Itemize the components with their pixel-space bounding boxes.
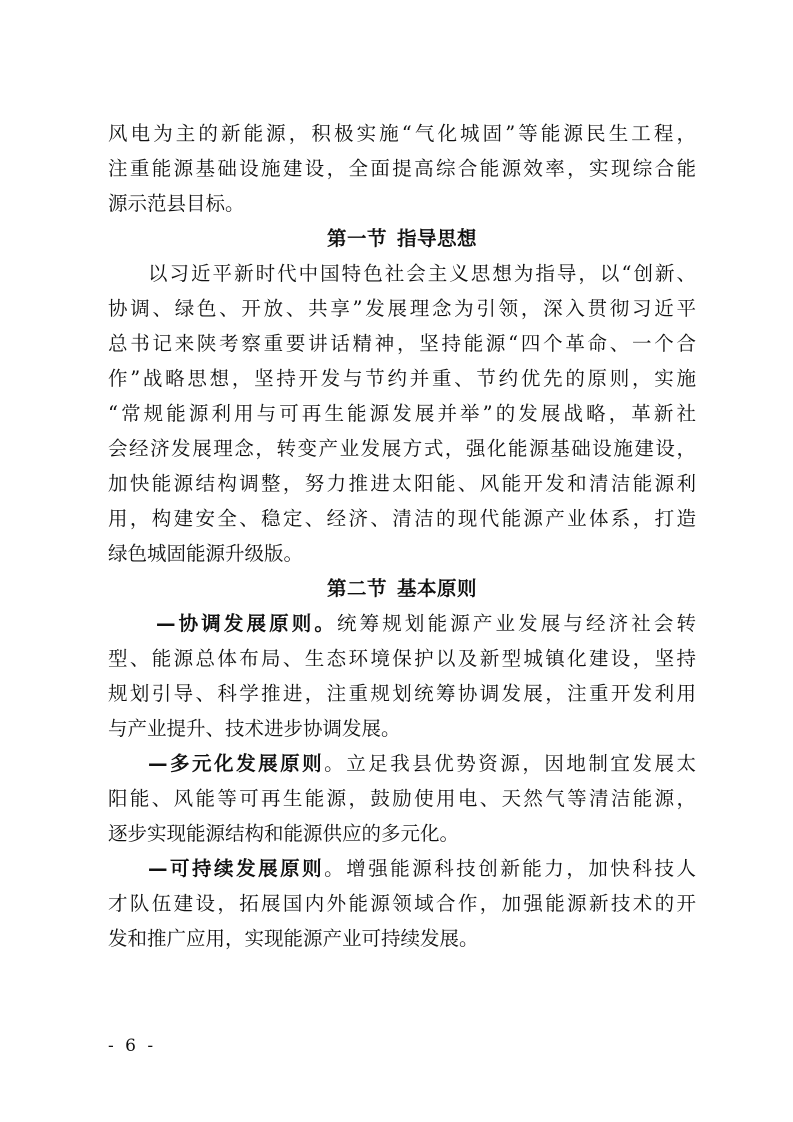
paragraph-line: 发和推广应用，实现能源产业可持续发展。	[108, 927, 479, 950]
paragraph-line: 风电为主的新能源，积极实施“气化城固”等能源民生工程，	[108, 122, 696, 145]
principle-title: —多元化发展原则	[148, 752, 325, 775]
principle-title: —可持续发展原则	[148, 857, 325, 880]
section-heading-2	[108, 571, 696, 606]
paragraph-line: 与产业提升、技术进步协调发展。	[108, 717, 401, 740]
paragraph-line: 绿色城固能源升级版。	[108, 542, 304, 565]
paragraph-line: 规划引导、科学推进，注重规划统筹协调发展，注重开发利用	[108, 682, 696, 705]
paragraph-line: 加快能源结构调整，努力推进太阳能、风能开发和清洁能源利	[108, 472, 696, 495]
paragraph-line: 阳能、风能等可再生能源，鼓励使用电、天然气等清洁能源，	[108, 787, 696, 810]
principle-text: 。增强能源科技创新能力，加快科技人	[324, 857, 696, 880]
intro-paragraph	[108, 116, 696, 221]
paragraph-line	[108, 851, 696, 886]
principle-title: —协调发展原则。	[156, 612, 338, 635]
paragraph-line: 会经济发展理念，转变产业发展方式，强化能源基础设施建设，	[108, 437, 696, 460]
paragraph-line: 型、能源总体布局、生态环境保护以及新型城镇化建设，坚持	[108, 647, 696, 670]
section-number: 第一节	[326, 227, 387, 250]
paragraph-line: 注重能源基础设施建设，全面提高综合能源效率，实现综合能	[108, 157, 696, 180]
section-title: 指导思想	[397, 227, 478, 250]
paragraph-line: 源示范县目标。	[108, 192, 245, 215]
principle-diversification	[108, 746, 696, 851]
principle-text: 统筹规划能源产业发展与经济社会转	[337, 612, 696, 635]
paragraph-line	[108, 606, 696, 641]
paragraph-line: 用，构建安全、稳定、经济、清洁的现代能源产业体系，打造	[108, 507, 696, 530]
principle-sustainability	[108, 851, 696, 956]
section-heading-1	[108, 221, 696, 256]
paragraph-line	[108, 746, 696, 781]
paragraph-line: 总书记来陕考察重要讲话精神，坚持能源“四个革命、一个合	[108, 332, 696, 355]
paragraph-line: 作”战略思想，坚持开发与节约并重、节约优先的原则，实施	[108, 367, 696, 390]
paragraph-line: “常规能源利用与可再生能源发展并举”的发展战略，革新社	[108, 402, 696, 425]
principle-text: 。立足我县优势资源，因地制宜发展太	[324, 752, 696, 775]
paragraph-line: 逐步实现能源结构和能源供应的多元化。	[108, 822, 460, 845]
paragraph-line: 才队伍建设，拓展国内外能源领域合作，加强能源新技术的开	[108, 892, 696, 915]
section-number: 第二节	[326, 577, 387, 600]
principle-coordination	[108, 606, 696, 746]
document-body	[108, 116, 696, 956]
page-number: - 6 -	[108, 1036, 157, 1056]
paragraph-line: 协调、绿色、开放、共享”发展理念为引领，深入贯彻习近平	[108, 297, 696, 320]
guiding-ideology-paragraph	[108, 256, 696, 571]
section-title: 基本原则	[397, 577, 478, 600]
paragraph-line: 以习近平新时代中国特色社会主义思想为指导，以“创新、	[148, 262, 696, 285]
